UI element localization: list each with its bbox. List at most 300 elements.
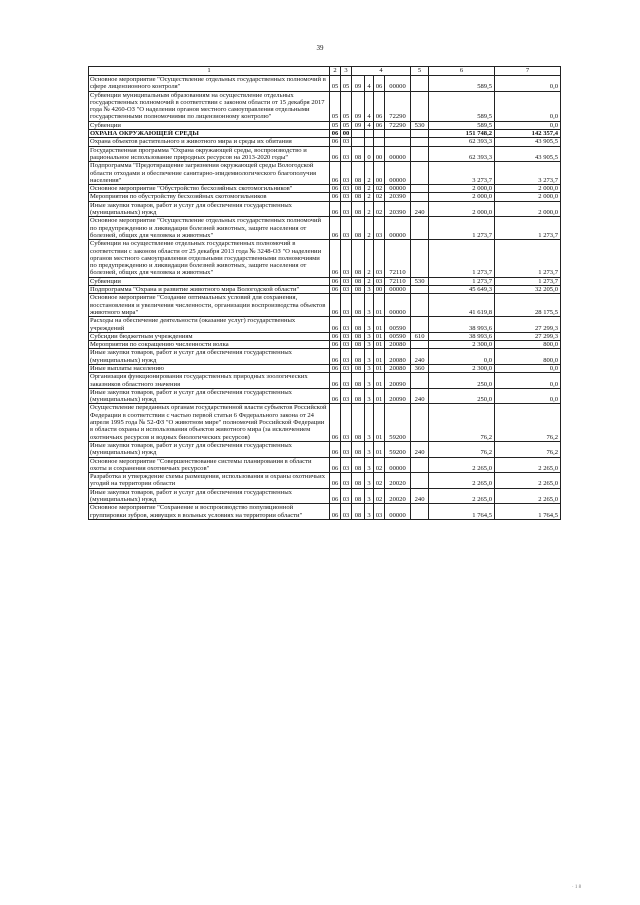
table-row [89, 404, 561, 441]
row-name: Государственная программа "Охрана окружающей среды, воспроизводство и рациональное использование природных ресурсов на 2013-2020 годы" [89, 146, 330, 162]
row-name: Основное мероприятие "Обустройство бесхозяйных скотомогильников" [89, 185, 330, 193]
row-activity [374, 130, 385, 138]
table-row [89, 193, 561, 201]
row-program: 08 [352, 404, 365, 441]
table-row [89, 441, 561, 457]
row-amount-2019: 2 265,0 [429, 457, 495, 473]
row-section: 06 [330, 504, 341, 520]
row-subprogram [365, 138, 374, 146]
row-direction: 00000 [385, 504, 411, 520]
table-row [89, 162, 561, 185]
row-name: Подпрограмма "Охрана и развитие животного мира Вологодской области" [89, 286, 330, 294]
row-program: 08 [352, 162, 365, 185]
row-name: Расходы на обеспечение деятельности (оказание услуг) государственных учреждений [89, 317, 330, 333]
row-subprogram: 3 [365, 317, 374, 333]
row-direction: 00000 [385, 185, 411, 193]
row-expense-type [411, 217, 429, 240]
row-activity: 01 [374, 404, 385, 441]
table-row [89, 76, 561, 92]
row-program [352, 130, 365, 138]
table-row [89, 349, 561, 365]
row-expense-type [411, 286, 429, 294]
row-program: 08 [352, 504, 365, 520]
row-amount-2019: 1 764,5 [429, 504, 495, 520]
row-expense-type [411, 404, 429, 441]
row-subprogram: 4 [365, 76, 374, 92]
row-name: Основное мероприятие "Осуществление отдельных государственных полномочий в сфере лицензионного контроля" [89, 76, 330, 92]
row-amount-2019: 2 000,0 [429, 193, 495, 201]
row-program: 08 [352, 441, 365, 457]
row-expense-type [411, 91, 429, 121]
row-subsection: 03 [341, 138, 352, 146]
row-activity: 00 [374, 286, 385, 294]
row-section: 06 [330, 349, 341, 365]
row-subprogram: 3 [365, 373, 374, 389]
row-name: ОХРАНА ОКРУЖАЮЩЕЙ СРЕДЫ [89, 130, 330, 138]
row-section: 06 [330, 286, 341, 294]
row-activity: 03 [374, 240, 385, 277]
row-subsection: 03 [341, 473, 352, 489]
row-name: Основное мероприятие "Совершенствование системы планирования в области охоты и сохранения охотничьих ресурсов" [89, 457, 330, 473]
row-activity: 01 [374, 294, 385, 317]
table-row [89, 341, 561, 349]
row-activity: 06 [374, 121, 385, 129]
row-subsection: 03 [341, 201, 352, 217]
row-subsection: 03 [341, 373, 352, 389]
row-direction: 00000 [385, 217, 411, 240]
row-name: Мероприятия по обустройству бесхозяйных скотомогильников [89, 193, 330, 201]
row-expense-type [411, 146, 429, 162]
row-activity: 02 [374, 488, 385, 504]
row-subprogram: 3 [365, 332, 374, 340]
row-expense-type: 240 [411, 349, 429, 365]
table-row [89, 373, 561, 389]
row-activity: 00 [374, 146, 385, 162]
row-activity: 02 [374, 185, 385, 193]
row-subprogram: 2 [365, 277, 374, 285]
row-section: 06 [330, 277, 341, 285]
row-activity: 03 [374, 277, 385, 285]
table-row [89, 473, 561, 489]
row-amount-2019: 38 993,6 [429, 332, 495, 340]
row-direction: 72110 [385, 277, 411, 285]
row-activity: 02 [374, 473, 385, 489]
row-subsection: 00 [341, 130, 352, 138]
row-program: 08 [352, 201, 365, 217]
row-name: Иные закупки товаров, работ и услуг для обеспечения государственных (муниципальных) нужд [89, 388, 330, 404]
row-activity: 02 [374, 457, 385, 473]
row-subprogram: 4 [365, 91, 374, 121]
row-name: Субвенции [89, 277, 330, 285]
row-activity: 01 [374, 388, 385, 404]
row-program: 09 [352, 121, 365, 129]
table-row [89, 240, 561, 277]
row-direction: 20080 [385, 341, 411, 349]
row-amount-2020: 800,0 [495, 349, 561, 365]
row-program: 08 [352, 388, 365, 404]
row-subsection: 03 [341, 277, 352, 285]
table-row [89, 217, 561, 240]
row-program: 08 [352, 341, 365, 349]
row-direction: 20080 [385, 364, 411, 372]
row-program: 08 [352, 277, 365, 285]
row-direction [385, 138, 411, 146]
row-amount-2019: 41 619,8 [429, 294, 495, 317]
row-expense-type [411, 373, 429, 389]
row-subsection: 03 [341, 217, 352, 240]
row-activity: 02 [374, 193, 385, 201]
row-amount-2020: 1 764,5 [495, 504, 561, 520]
row-program: 09 [352, 91, 365, 121]
row-expense-type [411, 504, 429, 520]
row-amount-2020: 0,0 [495, 91, 561, 121]
row-program: 08 [352, 286, 365, 294]
row-amount-2020: 43 905,5 [495, 138, 561, 146]
row-direction: 00000 [385, 286, 411, 294]
row-program: 09 [352, 76, 365, 92]
row-subsection: 03 [341, 162, 352, 185]
row-amount-2020: 1 273,7 [495, 240, 561, 277]
row-expense-type: 240 [411, 388, 429, 404]
header-col-4: 4 [352, 67, 411, 76]
row-direction: 72290 [385, 121, 411, 129]
row-amount-2019: 45 649,3 [429, 286, 495, 294]
row-name: Осуществление переданных органам государственной власти субъектов Российской Федерации в соответствии с частью первой статьи 6 Федерального закона от 24 апреля 1995 года № 52-ФЗ "О животном мире" полномочий Российской Федерации в области охраны и использования объектов животного мира (за исключением охотничьих ресурсов и водных биологических ресурсов) [89, 404, 330, 441]
row-subprogram: 2 [365, 162, 374, 185]
row-subsection: 03 [341, 457, 352, 473]
row-name: Подпрограмма "Предотвращение загрязнения окружающей среды Вологодской области отходами и обеспечение санитарно-эпидемиологического благополучия населения" [89, 162, 330, 185]
row-amount-2020: 0,0 [495, 373, 561, 389]
row-subprogram: 3 [365, 457, 374, 473]
row-direction: 20020 [385, 473, 411, 489]
row-amount-2019: 1 273,7 [429, 277, 495, 285]
row-amount-2020: 28 175,5 [495, 294, 561, 317]
row-activity: 01 [374, 441, 385, 457]
row-activity: 02 [374, 201, 385, 217]
row-section: 06 [330, 364, 341, 372]
row-section: 06 [330, 193, 341, 201]
row-expense-type [411, 317, 429, 333]
row-expense-type [411, 162, 429, 185]
row-expense-type: 530 [411, 277, 429, 285]
row-program: 08 [352, 193, 365, 201]
row-activity: 03 [374, 217, 385, 240]
row-amount-2020: 2 265,0 [495, 457, 561, 473]
row-name: Иные закупки товаров, работ и услуг для обеспечения государственных (муниципальных) нужд [89, 441, 330, 457]
table-row [89, 364, 561, 372]
row-program: 08 [352, 349, 365, 365]
row-program: 08 [352, 332, 365, 340]
row-subprogram: 2 [365, 201, 374, 217]
header-col-1: 1 [89, 67, 330, 76]
table-row [89, 317, 561, 333]
row-direction: 20090 [385, 388, 411, 404]
row-expense-type [411, 341, 429, 349]
row-subsection: 03 [341, 404, 352, 441]
row-name: Иные закупки товаров, работ и услуг для обеспечения государственных (муниципальных) нужд [89, 488, 330, 504]
row-direction: 59200 [385, 441, 411, 457]
row-amount-2019: 76,2 [429, 404, 495, 441]
row-subsection: 03 [341, 240, 352, 277]
row-activity: 01 [374, 317, 385, 333]
header-col-2: 2 [330, 67, 341, 76]
row-section: 06 [330, 294, 341, 317]
row-program: 08 [352, 473, 365, 489]
row-name: Охрана объектов растительного и животного мира и среды их обитания [89, 138, 330, 146]
header-col-6: 6 [429, 67, 495, 76]
row-amount-2019: 62 393,3 [429, 138, 495, 146]
row-direction: 00000 [385, 294, 411, 317]
row-program: 08 [352, 317, 365, 333]
row-amount-2020: 2 000,0 [495, 193, 561, 201]
row-section: 06 [330, 185, 341, 193]
row-subsection: 03 [341, 441, 352, 457]
table-row [89, 185, 561, 193]
row-amount-2019: 76,2 [429, 441, 495, 457]
row-section: 06 [330, 240, 341, 277]
row-program: 08 [352, 185, 365, 193]
row-section: 06 [330, 201, 341, 217]
row-expense-type: 240 [411, 488, 429, 504]
row-name: Субвенции [89, 121, 330, 129]
row-direction: 20090 [385, 373, 411, 389]
row-subsection: 03 [341, 193, 352, 201]
row-subsection: 03 [341, 504, 352, 520]
row-direction: 20020 [385, 488, 411, 504]
table-row [89, 130, 561, 138]
row-activity: 01 [374, 373, 385, 389]
row-amount-2020: 2 000,0 [495, 185, 561, 193]
row-subprogram: 2 [365, 240, 374, 277]
row-amount-2020: 2 265,0 [495, 473, 561, 489]
row-amount-2019: 2 300,0 [429, 341, 495, 349]
row-name: Основное мероприятие "Создание оптимальных условий для сохранения, восстановления и увеличения численности, организации воспроизводства объектов животного мира" [89, 294, 330, 317]
row-subsection: 03 [341, 488, 352, 504]
table-row [89, 294, 561, 317]
row-subprogram: 2 [365, 217, 374, 240]
row-amount-2020: 1 273,7 [495, 277, 561, 285]
row-amount-2019: 589,5 [429, 91, 495, 121]
row-section: 06 [330, 373, 341, 389]
table-row [89, 504, 561, 520]
table-row [89, 488, 561, 504]
row-section: 05 [330, 91, 341, 121]
row-subsection: 03 [341, 388, 352, 404]
row-subprogram [365, 130, 374, 138]
row-subprogram: 3 [365, 341, 374, 349]
row-amount-2020: 2 265,0 [495, 488, 561, 504]
row-amount-2020: 76,2 [495, 441, 561, 457]
row-activity: 01 [374, 332, 385, 340]
row-subprogram: 3 [365, 473, 374, 489]
row-subsection: 03 [341, 317, 352, 333]
table-row [89, 277, 561, 285]
row-program: 08 [352, 364, 365, 372]
table-row [89, 146, 561, 162]
row-subsection: 05 [341, 91, 352, 121]
corner-mark: · 1 8 [572, 885, 582, 890]
row-subprogram: 3 [365, 349, 374, 365]
row-direction: 72290 [385, 91, 411, 121]
row-activity: 00 [374, 162, 385, 185]
row-name: Организация функционирования государственных природных зоологических заказников областного значения [89, 373, 330, 389]
row-direction: 00000 [385, 76, 411, 92]
row-program: 08 [352, 294, 365, 317]
row-amount-2019: 1 273,7 [429, 240, 495, 277]
row-amount-2019: 589,5 [429, 76, 495, 92]
row-amount-2019: 589,5 [429, 121, 495, 129]
header-col-7: 7 [495, 67, 561, 76]
page-number: 39 [316, 44, 324, 52]
row-activity: 03 [374, 504, 385, 520]
row-amount-2020: 43 905,5 [495, 146, 561, 162]
row-program: 08 [352, 146, 365, 162]
row-amount-2020: 27 299,3 [495, 317, 561, 333]
row-expense-type: 360 [411, 364, 429, 372]
row-program: 08 [352, 217, 365, 240]
row-name: Иные закупки товаров, работ и услуг для обеспечения государственных (муниципальных) нужд [89, 349, 330, 365]
row-amount-2020: 142 357,4 [495, 130, 561, 138]
table-row [89, 388, 561, 404]
row-amount-2020: 0,0 [495, 364, 561, 372]
row-direction: 20080 [385, 349, 411, 365]
row-program: 08 [352, 457, 365, 473]
row-subprogram: 3 [365, 504, 374, 520]
row-direction: 00590 [385, 332, 411, 340]
row-activity [374, 138, 385, 146]
row-expense-type [411, 76, 429, 92]
row-subsection: 03 [341, 286, 352, 294]
row-subsection: 03 [341, 349, 352, 365]
row-subsection: 03 [341, 294, 352, 317]
row-name: Субсидии бюджетным учреждениям [89, 332, 330, 340]
row-section: 06 [330, 341, 341, 349]
row-subsection: 05 [341, 121, 352, 129]
row-direction: 00000 [385, 457, 411, 473]
row-subsection: 03 [341, 185, 352, 193]
row-amount-2019: 2 000,0 [429, 201, 495, 217]
row-activity: 01 [374, 364, 385, 372]
table-row [89, 121, 561, 129]
row-amount-2019: 2 265,0 [429, 473, 495, 489]
row-subprogram: 3 [365, 441, 374, 457]
row-direction: 20390 [385, 193, 411, 201]
row-direction: 00590 [385, 317, 411, 333]
row-section: 05 [330, 121, 341, 129]
row-expense-type: 240 [411, 441, 429, 457]
row-subsection: 03 [341, 332, 352, 340]
row-subsection: 05 [341, 76, 352, 92]
row-amount-2019: 250,0 [429, 388, 495, 404]
row-direction: 00000 [385, 146, 411, 162]
row-subsection: 03 [341, 364, 352, 372]
table-row [89, 91, 561, 121]
row-amount-2019: 151 748,2 [429, 130, 495, 138]
row-amount-2020: 27 299,3 [495, 332, 561, 340]
row-amount-2020: 0,0 [495, 121, 561, 129]
row-expense-type: 610 [411, 332, 429, 340]
row-subprogram: 3 [365, 364, 374, 372]
row-direction: 59200 [385, 404, 411, 441]
header-col-3: 3 [341, 67, 352, 76]
table-row [89, 286, 561, 294]
row-name: Основное мероприятие "Осуществление отдельных государственных полномочий по предупреждению и ликвидации болезней животных, защите населения от болезней, общих для человека и животных" [89, 217, 330, 240]
row-amount-2020: 3 273,7 [495, 162, 561, 185]
row-section: 06 [330, 473, 341, 489]
row-expense-type [411, 193, 429, 201]
row-amount-2019: 250,0 [429, 373, 495, 389]
row-program: 08 [352, 240, 365, 277]
row-program: 08 [352, 373, 365, 389]
row-section: 06 [330, 217, 341, 240]
row-section: 06 [330, 146, 341, 162]
row-amount-2019: 2 000,0 [429, 185, 495, 193]
row-section: 06 [330, 332, 341, 340]
row-section: 06 [330, 404, 341, 441]
row-name: Иные выплаты населению [89, 364, 330, 372]
table-row [89, 138, 561, 146]
row-expense-type: 530 [411, 121, 429, 129]
row-name: Субвенции на осуществление отдельных государственных полномочий в соответствии с законом области от 25 декабря 2013 года № 3248-ОЗ "О наделении органов местного самоуправления отдельными государственными полномочиями по предупреждению и ликвидации болезней животных, защите населения от болезней, общих для человека и животных" [89, 240, 330, 277]
row-subprogram: 0 [365, 146, 374, 162]
table-row [89, 332, 561, 340]
row-amount-2020: 1 273,7 [495, 217, 561, 240]
row-section: 06 [330, 457, 341, 473]
row-subprogram: 2 [365, 185, 374, 193]
row-subprogram: 3 [365, 488, 374, 504]
row-section: 06 [330, 130, 341, 138]
row-section: 06 [330, 488, 341, 504]
row-section: 06 [330, 441, 341, 457]
table-row [89, 457, 561, 473]
row-expense-type [411, 473, 429, 489]
row-section: 06 [330, 388, 341, 404]
row-expense-type [411, 185, 429, 193]
row-direction [385, 130, 411, 138]
budget-table [88, 66, 561, 520]
row-subprogram: 3 [365, 404, 374, 441]
row-expense-type [411, 240, 429, 277]
table-header-row [89, 67, 561, 76]
row-program [352, 138, 365, 146]
row-section: 05 [330, 76, 341, 92]
row-direction: 00000 [385, 162, 411, 185]
row-subsection: 03 [341, 341, 352, 349]
row-subprogram: 4 [365, 121, 374, 129]
row-subprogram: 3 [365, 294, 374, 317]
row-program: 08 [352, 488, 365, 504]
row-expense-type [411, 457, 429, 473]
row-amount-2020: 800,0 [495, 341, 561, 349]
row-name: Иные закупки товаров, работ и услуг для обеспечения государственных (муниципальных) нужд [89, 201, 330, 217]
row-subprogram: 2 [365, 193, 374, 201]
row-name: Разработка и утверждение схемы размещения, использования и охраны охотничьих угодий на территории области [89, 473, 330, 489]
row-amount-2019: 1 273,7 [429, 217, 495, 240]
row-direction: 72110 [385, 240, 411, 277]
row-amount-2019: 2 300,0 [429, 364, 495, 372]
row-name: Субвенции муниципальным образованиям на осуществление отдельных государственных полномочий в соответствии с законом области от 15 декабря 2017 года № 4260-ОЗ "О наделении органов местного самоуправления отдельными государственными полномочиями по лицензионному контролю" [89, 91, 330, 121]
row-amount-2020: 0,0 [495, 388, 561, 404]
row-subsection: 03 [341, 146, 352, 162]
row-activity: 01 [374, 341, 385, 349]
row-name: Мероприятия по сокращению численности волка [89, 341, 330, 349]
row-expense-type: 240 [411, 201, 429, 217]
table-row [89, 201, 561, 217]
row-section: 06 [330, 162, 341, 185]
row-activity: 06 [374, 76, 385, 92]
row-direction: 20390 [385, 201, 411, 217]
row-amount-2019: 62 393,3 [429, 146, 495, 162]
